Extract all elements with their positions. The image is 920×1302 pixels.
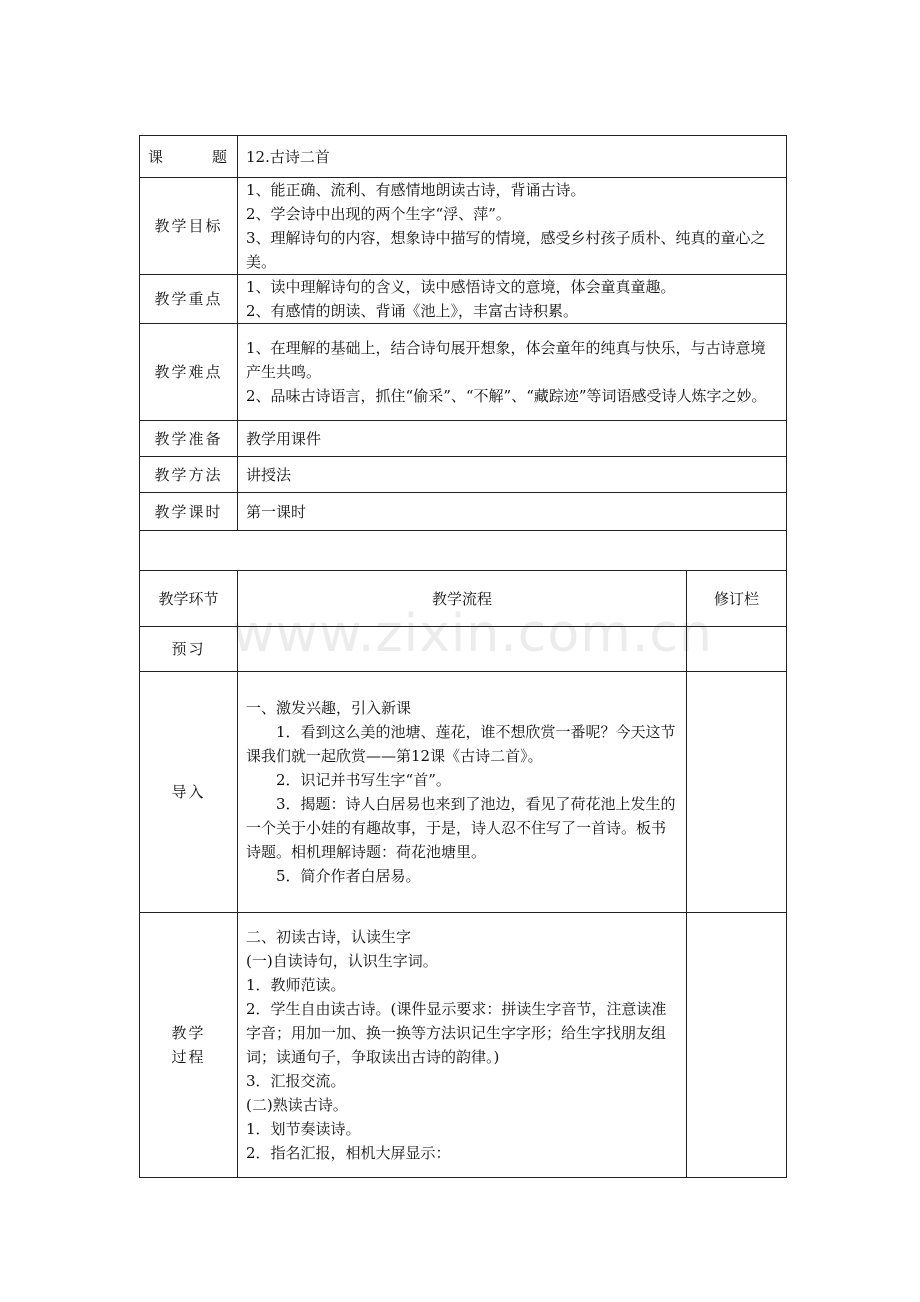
row-preview [140, 627, 787, 672]
method-value: 讲授法 [238, 457, 787, 493]
goal-line: 2、学会诗中出现的两个生字“浮、萍”。 [246, 205, 511, 223]
row-intro [140, 672, 787, 913]
intro-line: 2．识记并书写生字“首”。 [276, 771, 451, 789]
periods-value: 第一课时 [238, 493, 787, 531]
label-topic: 课 题 [140, 136, 238, 178]
label-key-points: 教学重点 [140, 275, 238, 324]
label-periods: 教学课时 [140, 493, 238, 531]
process-revision [687, 913, 787, 1178]
header-revision: 修订栏 [687, 571, 787, 627]
label-process-line: 教学 [171, 1024, 206, 1042]
goals-cell [238, 178, 787, 275]
row-difficulties [140, 324, 787, 421]
row-flow-header [140, 571, 787, 627]
label-process [140, 913, 238, 1178]
empty-spacer-cell [140, 531, 787, 571]
process-line: 1．教师范读。 [246, 976, 346, 994]
preview-revision [687, 627, 787, 672]
label-process-line: 过程 [171, 1048, 206, 1066]
key-points-cell [238, 275, 787, 324]
row-method [140, 457, 787, 493]
key-point-line: 1、读中理解诗句的含义，读中感悟诗文的意境，体会童真童趣。 [246, 278, 676, 296]
row-spacer [140, 531, 787, 571]
label-intro: 导入 [140, 672, 238, 913]
key-point-line: 2、有感情的朗读、背诵《池上》，丰富古诗积累。 [246, 302, 579, 320]
process-line: 2．学生自由读古诗。(课件显示要求：拼读生字音节，注意读准字音；用加一加、换一换等方法识记生字字形；给生字找朋友组词；读通句子，争取读出古诗的韵律。) [246, 1000, 667, 1066]
intro-revision [687, 672, 787, 913]
row-periods [140, 493, 787, 531]
process-content [238, 913, 687, 1178]
row-process [140, 913, 787, 1178]
row-preparation [140, 421, 787, 457]
goal-line: 1、能正确、流利、有感情地朗读古诗，背诵古诗。 [246, 181, 586, 199]
process-line: (一)自读诗句，认识生字词。 [246, 952, 438, 970]
header-flow: 教学流程 [238, 571, 687, 627]
label-difficulties: 教学难点 [140, 324, 238, 421]
header-stage: 教学环节 [140, 571, 238, 627]
process-line: 二、初读古诗，认读生字 [246, 928, 412, 946]
intro-line: 5．简介作者白居易。 [276, 867, 421, 885]
row-key-points [140, 275, 787, 324]
goal-line: 3、理解诗句的内容，想象诗中描写的情境，感受乡村孩子质朴、纯真的童心之美。 [246, 229, 766, 271]
label-preparation: 教学准备 [140, 421, 238, 457]
intro-line: 1．看到这么美的池塘、莲花，谁不想欣赏一番呢？今天这节课我们就一起欣赏——第12课《古诗二首》。 [246, 723, 676, 765]
label-goals: 教学目标 [140, 178, 238, 275]
intro-line: 一、激发兴趣，引入新课 [246, 699, 412, 717]
difficulty-line: 1、在理解的基础上，结合诗句展开想象，体会童年的纯真与快乐，与古诗意境产生共鸣。 [246, 339, 766, 381]
row-goals [140, 178, 787, 275]
intro-content [238, 672, 687, 913]
process-line: 1．划节奏读诗。 [246, 1120, 361, 1138]
preparation-value: 教学用课件 [238, 421, 787, 457]
difficulties-cell [238, 324, 787, 421]
process-line: 3．汇报交流。 [246, 1072, 346, 1090]
process-line: (二)熟读古诗。 [246, 1096, 348, 1114]
lesson-title: 12.古诗二首 [238, 136, 787, 178]
difficulty-line: 2、品味古诗语言，抓住“偷采”、“不解”、“藏踪迹”等词语感受诗人炼字之妙。 [246, 387, 767, 405]
process-line: 2．指名汇报，相机大屏显示： [246, 1144, 451, 1162]
intro-line: 3．揭题：诗人白居易也来到了池边，看见了荷花池上发生的一个关于小娃的有趣故事，于是，诗人忍不住写了一首诗。板书诗题。相机理解诗题：荷花池塘里。 [246, 795, 676, 861]
label-method: 教学方法 [140, 457, 238, 493]
label-preview: 预习 [140, 627, 238, 672]
watermark: www.zixin.com.cn [232, 604, 713, 664]
lesson-plan-table [139, 135, 787, 1178]
preview-content [238, 627, 687, 672]
row-topic [140, 136, 787, 178]
